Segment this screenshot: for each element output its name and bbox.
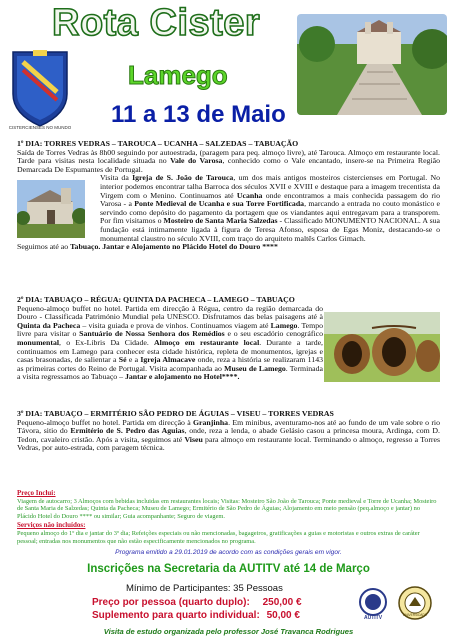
day3-section [17, 410, 440, 453]
excluded-text: Pequeno almoço do 1º dia e jantar do 3º dia; Refeições especiais ou não mencionadas, bagageiros, gratificações a guias e motoristas e outros extras de caráter pessoal; entradas nos monumentos que não estão especificamente mencionados no programa. [17, 529, 420, 545]
day1-paragraph3: Seguimos até ao Tabuaço. Jantar e Alojamento no Plácido Hotel do Douro **** [17, 242, 278, 252]
day2-paragraph: Pequeno-almoço buffet no hotel. Partida em direcção à Régua, centro da região demarcada do Douro - Classificada Património Mundial pela UNESCO. Disfrutamos das belas paisagens até à Quinta da Pacheca – visita guiada e prova de vinhos. Continuamos viagem até Lamego. Tempo livre para visitar o Santuário de Nossa Senhora dos Remédios e o seu escadório cenográfico monumental, o Ex-Libris Da Cidade. Almoço em restaurante local. Durante a tarde, continuamos em Lamego para conhecer esta cidade histórica, repleta de monumentos, igrejas e casas brasonadas, de salientar a Sé e a Igreja Almacave onde, reza a história se realizaram 1143 as primeiras cortes do Reino de Portugal. Visita acompanhada ao Museu de Lamego. Terminada a visita regressamos ao Tabuaço – Jantar e alojamento no Hotel****. [17, 303, 324, 382]
price-value: 250,00 € [262, 597, 302, 608]
supplement-value: 50,00 € [266, 610, 300, 621]
monastery-photo [297, 14, 447, 115]
cistercian-crest-logo [9, 48, 71, 130]
excluded-label: Serviços não incluídos: [17, 521, 86, 530]
minimum-participants: Mínimo de Participantes: 35 Pessoas [126, 583, 283, 594]
svg-text:CISTERCIENSES NO MUNDO: CISTERCIENSES NO MUNDO [9, 125, 71, 130]
day1-paragraph2: Visita da Igreja de S. João de Tarouca, um dos mais antigos mosteiros cistercienses em Portugal. No interior podemos encontrar talha Barroca dos séculos XVII e XVIII e destaque para a imagem trecentista da Virgem com o Menino. Continuamos até Ucanha onde encontramos a mais conhecida passagem do rio Varosa - a Ponte Medieval de Ucanha e sua Torre Fortificada, marcando a entrada no couto monástico e servindo como depósito do pagamento da portagem que os viandantes aqui entregavam para a transporem. Por fim visitamos o Mosteiro de Santa Maria Salzedas - Classificado MONUMENTO NACIONAL. A sua fundação está intimamente ligada à figura de Teresa Afonso, esposa de Egas Moniz, destacando-se o monumental claustro no século XVIII, com traço do arquiteto maltês Carlos Gimach. [100, 173, 440, 243]
autitv-logo [358, 587, 388, 621]
header [0, 0, 457, 130]
title-lamego: Lamego [128, 60, 228, 90]
wine-barrels-photo [324, 312, 440, 382]
organizer-credit: Visita de estudo organizada pelo professor José Travanca Rodrigues [103, 627, 354, 636]
day3-heading: 3º DIA: TABUAÇO – ERMITÉRIO SÃO PEDRO DE ÁGUIAS – VISEU – TORRES VEDRAS [17, 409, 334, 418]
included-label: Preço Inclui: [17, 489, 56, 497]
svg-text:UNIVERSIDADE: UNIVERSIDADE [403, 613, 427, 617]
svg-text:AUTITV: AUTITV [363, 615, 383, 621]
day3-paragraph: Pequeno-almoço buffet no hotel. Partida em direcção à Granjinha. Em minibus, aventuramo-nos até ao fundo de um vale sobre o rio Távora, sitio do Ermitério de S. Pedro das Aguias, onde, reza a lenda, o abade Gelásio casou a princesa moura, Ardinga, com D. Tedon, cavaleiro cristão. Após a visita, seguimos até Viseu para almoço em restaurante local. Terminando o almoço, regresso a Torres Vedras, por auto-estrada, com paragem técnica. [17, 417, 441, 453]
title-rota-cister: Rota Cister [52, 2, 261, 44]
trip-dates: 11 a 13 de Maio [111, 101, 286, 128]
registration-notice: Inscrições na Secretaria da AUTITV até 14 de Março [87, 563, 370, 575]
price-double-room [92, 597, 302, 608]
included-text: Viagem de autocarro; 3 Almoços com bebidas incluidas em restaurantes locais; Visitas: Mosteiro São João de Tarouca; Ponte medieval e Torre de Ucanha; Mosteiro de Santa Maria de Salzedas; Quinta da Pacheca; Museu de Lamego; Ermitério de São Pedro de Águias; Alojamento em meio pensão (peq.almoço e jantar) no Plácido Hotel do Douro **** ou similar; Guia acompanhante; Seguro de viagem. [17, 497, 437, 520]
day1-heading: 1º DIA: TORRES VEDRAS – TAROUCA – UCANHA – SALZEDAS – TABUAÇÃO [17, 139, 299, 148]
supplement-label: Suplemento para quarto individual: [92, 610, 260, 621]
church-photo [17, 180, 85, 238]
single-room-supplement [92, 610, 300, 621]
included-services [17, 490, 440, 545]
program-note: Programa emitido a 29.01.2019 de acordo com as condições gerais em vigor. [115, 549, 342, 556]
university-seal-logo [398, 586, 432, 620]
day1-paragraph1: Saída de Torres Vedras às 8h00 seguindo por autoestrada, (paragem para peq. almoço livre), até Tarouca. Almoço em restaurante local. Tarde para visitas nesta localidade situada no Vale do Varosa, conhecido como o Vale encantado, insere-se na Primeira Região Demarcada De Espumantes de Portugal. [17, 147, 440, 174]
day2-heading: 2º DIA: TABUAÇO – RÉGUA: QUINTA DA PACHECA – LAMEGO – TABUAÇO [17, 295, 295, 304]
price-label: Preço por pessoa (quarto duplo): [92, 597, 250, 608]
